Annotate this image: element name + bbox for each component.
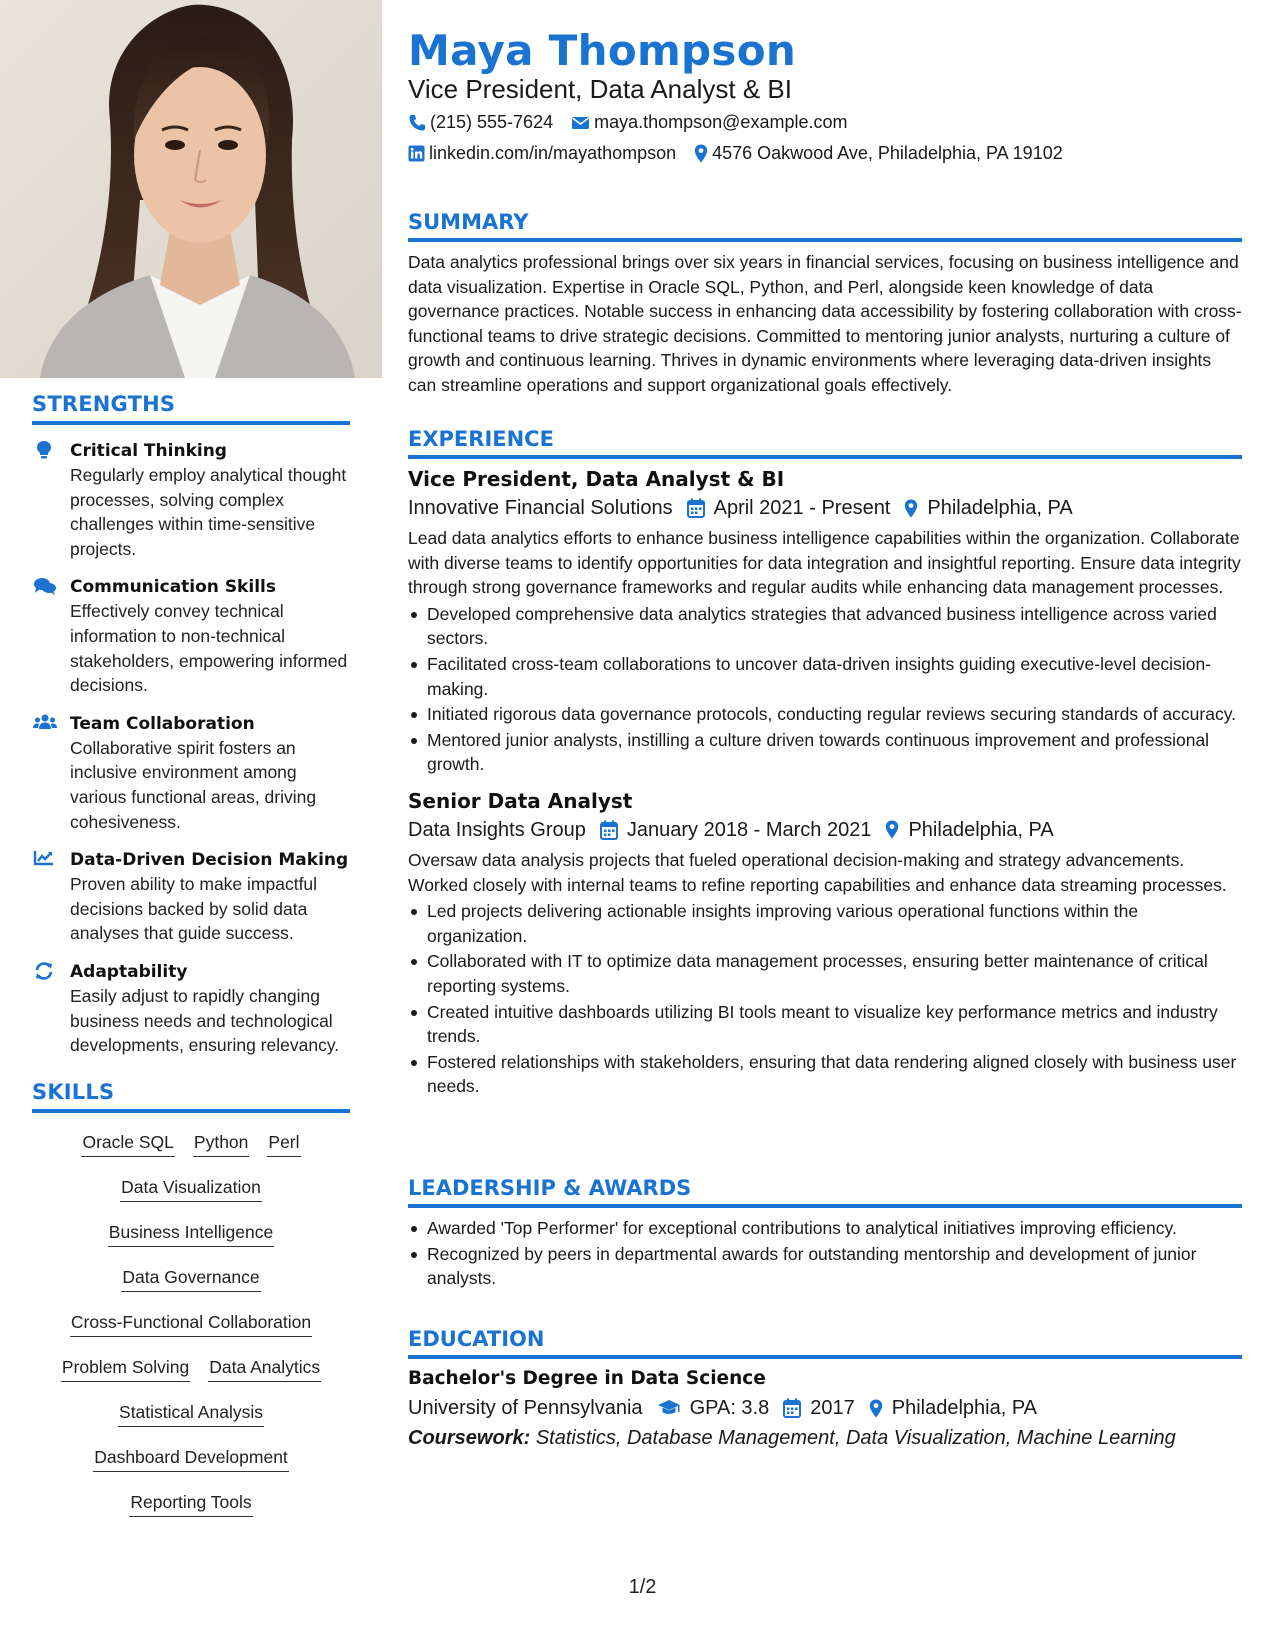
skill-tag: Cross-Functional Collaboration	[70, 1311, 312, 1337]
awards-bullets	[408, 1216, 1242, 1291]
school-location	[869, 1393, 1037, 1423]
skills-row	[32, 1395, 350, 1440]
strength-item	[32, 712, 350, 834]
job-description: Oversaw data analysis projects that fueled operational decision-making and strategy advancements. Worked closely with internal teams to refine reporting capabilities and enhance data streaming processes.	[408, 849, 1227, 895]
bullet-item: Facilitated cross-team collaborations to uncover data-driven insights guiding executive-level decision-making.	[408, 652, 1242, 701]
skill-tag: Python	[193, 1131, 249, 1157]
strength-desc: Easily adjust to rapidly changing business needs and technological developments, ensuring relevancy.	[70, 985, 340, 1056]
candidate-headline: Vice President, Data Analyst & BI	[408, 74, 792, 104]
strength-desc: Proven ability to make impactful decisions backed by solid data analyses that guide success.	[70, 874, 318, 944]
gpa	[657, 1393, 770, 1423]
job-bullets	[408, 899, 1242, 1099]
bullet-item: Initiated rigorous data governance protocols, conducting regular reviews securing standards of accuracy.	[408, 702, 1242, 727]
education-meta	[408, 1393, 1242, 1423]
experience-heading: EXPERIENCE	[408, 427, 554, 451]
job-entry	[408, 787, 1242, 1099]
skill-tag: Perl	[267, 1131, 300, 1157]
strength-title: Team Collaboration	[70, 713, 255, 734]
bullet-item: Developed comprehensive data analytics strategies that advanced business intelligence across varied sectors.	[408, 602, 1242, 651]
job-location	[904, 493, 1072, 523]
strength-title: Communication Skills	[70, 577, 276, 598]
strength-item	[32, 439, 350, 561]
skills-divider	[32, 1109, 350, 1113]
strength-desc: Effectively convey technical information to non-technical stakeholders, empowering informed decisions.	[70, 601, 348, 696]
job-dates	[687, 493, 891, 523]
skills-row	[32, 1170, 350, 1215]
skill-tag: Problem Solving	[61, 1356, 190, 1382]
strength-title: Data-Driven Decision Making	[70, 850, 349, 871]
skills-row	[32, 1350, 350, 1395]
job-dates	[600, 815, 872, 845]
strengths-heading: STRENGTHS	[32, 392, 176, 416]
summary-divider	[408, 238, 1242, 242]
school-text: University of Pennsylvania	[408, 1397, 643, 1419]
strength-item	[32, 848, 350, 946]
skills-row	[32, 1260, 350, 1305]
sync-icon	[33, 961, 55, 981]
awards-divider	[408, 1204, 1242, 1208]
skills-row	[32, 1125, 350, 1170]
skill-tag: Reporting Tools	[129, 1491, 252, 1517]
skill-tag: Statistical Analysis	[118, 1401, 264, 1427]
strength-item	[32, 575, 350, 697]
coursework	[408, 1423, 1242, 1453]
contact-row	[408, 112, 865, 133]
skills-row	[32, 1440, 350, 1485]
dates-text: April 2021 - Present	[713, 497, 891, 519]
strength-desc: Regularly employ analytical thought processes, solving complex challenges within time-sensitive projects.	[70, 465, 347, 559]
coursework-label: Coursework:	[408, 1427, 531, 1449]
linkedin-text: linkedin.com/in/mayathompson	[429, 143, 677, 163]
page-number: 1/2	[628, 1576, 657, 1598]
bullet-item: Collaborated with IT to optimize data management processes, ensuring better maintenance of critical reporting systems.	[408, 949, 1242, 998]
phone-contact[interactable]	[408, 112, 553, 133]
strength-title: Critical Thinking	[70, 441, 227, 461]
location-text: Philadelphia, PA	[927, 497, 1073, 519]
strength-item	[32, 960, 350, 1058]
bullet-item: Mentored junior analysts, instilling a culture driven towards continuous improvement and professional growth.	[408, 728, 1242, 777]
job-company	[408, 493, 673, 523]
job-description: Lead data analytics efforts to enhance business intelligence capabilities within the organization. Collaborate with diverse teams to identify opportunities for data integration and insightful reporting. Ensure data integrity through strong governance frameworks and regular audits while enhancing data management processes.	[408, 528, 1241, 598]
graduation-cap-icon	[657, 1399, 681, 1417]
skills-row	[32, 1215, 350, 1260]
location-text: Philadelphia, PA	[908, 818, 1054, 841]
map-marker-icon	[885, 820, 899, 839]
phone-text: (215) 555-7624	[430, 112, 554, 132]
profile-photo	[0, 0, 382, 378]
job-title: Vice President, Data Analyst & BI	[408, 467, 785, 491]
lightbulb-icon	[33, 440, 55, 460]
strengths-section	[32, 392, 350, 1058]
comments-icon	[33, 576, 55, 596]
bullet-item: Fostered relationships with stakeholders, ensuring that data rendering aligned closely with business user needs.	[408, 1050, 1242, 1099]
coursework-text: Statistics, Database Management, Data Visualization, Machine Learning	[535, 1427, 1176, 1449]
skills-list	[32, 1125, 350, 1530]
contact-row	[408, 143, 1081, 164]
awards-heading: LEADERSHIP & AWARDS	[408, 1176, 692, 1200]
year-text: 2017	[810, 1397, 855, 1419]
job-company	[408, 815, 586, 845]
job-bullets	[408, 602, 1242, 777]
email-text: maya.thompson@example.com	[594, 112, 848, 132]
sidebar	[0, 0, 382, 1650]
education-divider	[408, 1355, 1242, 1359]
bullet-item: Led projects delivering actionable insights improving various operational functions within the organization.	[408, 899, 1242, 948]
job-meta	[408, 815, 1242, 845]
job-meta	[408, 493, 1242, 523]
address-text: 4576 Oakwood Ave, Philadelphia, PA 19102	[712, 143, 1063, 163]
job-entry	[408, 465, 1242, 777]
map-marker-icon	[869, 1399, 883, 1418]
calendar-icon	[783, 1398, 801, 1418]
bullet-item: Recognized by peers in departmental awards for outstanding mentorship and development of junior analysts.	[408, 1242, 1242, 1291]
skill-tag: Data Analytics	[208, 1356, 321, 1382]
company-text: Innovative Financial Solutions	[408, 497, 673, 519]
experience-section	[408, 427, 1242, 1100]
map-marker-icon	[694, 144, 708, 163]
skill-tag: Dashboard Development	[93, 1446, 289, 1472]
address-contact	[694, 143, 1063, 164]
summary-heading: SUMMARY	[408, 210, 529, 234]
linkedin-icon	[408, 145, 425, 162]
bullet-item: Awarded 'Top Performer' for exceptional contributions to analytical initiatives improving efficiency.	[408, 1216, 1242, 1241]
awards-section	[408, 1176, 1242, 1292]
skill-tag: Oracle SQL	[81, 1131, 174, 1157]
graduation-year	[783, 1393, 855, 1423]
strengths-divider	[32, 421, 350, 425]
calendar-icon	[600, 820, 618, 840]
summary-section	[408, 210, 1242, 398]
skills-row	[32, 1305, 350, 1350]
bullet-item: Created intuitive dashboards utilizing BI tools meant to visualize key performance metrics and industry trends.	[408, 1000, 1242, 1049]
email-contact[interactable]	[571, 112, 847, 133]
calendar-icon	[687, 498, 705, 518]
summary-text: Data analytics professional brings over six years in financial services, focusing on business intelligence and data visualization. Expertise in Oracle SQL, Python, and Perl, alongside keen knowledge of data governance practices. Notable success in enhancing data accessibility by fostering collaboration with cross-functional teams to drive strategic decisions. Committed to mentoring junior analysts, nurturing a culture of growth and continuous learning. Thrives in dynamic environments where leveraging data-driven insights can streamline operations and support organizational goals effectively.	[408, 252, 1242, 395]
skills-heading: SKILLS	[32, 1080, 115, 1104]
skills-row	[32, 1485, 350, 1530]
skill-tag: Business Intelligence	[108, 1221, 274, 1247]
company-text: Data Insights Group	[408, 818, 586, 841]
education-section	[408, 1327, 1242, 1453]
skill-tag: Data Governance	[121, 1266, 260, 1292]
job-title: Senior Data Analyst	[408, 788, 633, 813]
map-marker-icon	[904, 499, 918, 518]
gpa-text: GPA: 3.8	[689, 1397, 770, 1419]
phone-icon	[408, 114, 426, 132]
education-heading: EDUCATION	[408, 1327, 545, 1351]
linkedin-contact[interactable]	[408, 143, 676, 164]
envelope-icon	[571, 115, 590, 131]
strength-title: Adaptability	[70, 961, 188, 982]
strength-desc: Collaborative spirit fosters an inclusive environment among various functional areas, driving cohesiveness.	[70, 737, 317, 832]
location-text: Philadelphia, PA	[891, 1397, 1038, 1419]
job-location	[885, 815, 1053, 845]
experience-divider	[408, 455, 1242, 459]
skill-tag: Data Visualization	[120, 1176, 262, 1202]
school-name	[408, 1393, 643, 1423]
candidate-name: Maya Thompson	[408, 26, 797, 75]
chart-line-icon	[33, 849, 55, 869]
degree-title: Bachelor's Degree in Data Science	[408, 1368, 766, 1389]
skills-section	[32, 1080, 350, 1530]
users-icon	[33, 713, 55, 733]
dates-text: January 2018 - March 2021	[626, 818, 872, 841]
